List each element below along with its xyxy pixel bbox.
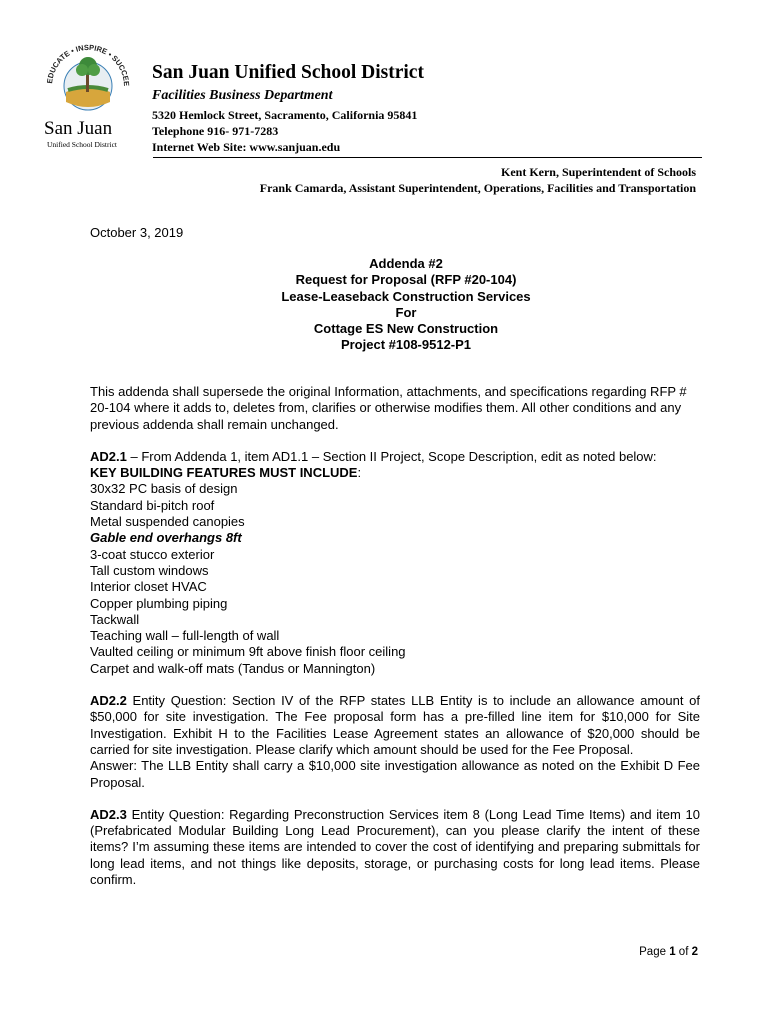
- list-item: Interior closet HVAC: [90, 579, 207, 595]
- list-item: Tackwall: [90, 611, 140, 627]
- title-line-3: Lease-Leaseback Construction Services: [281, 288, 531, 304]
- title-line-1: Addenda #2: [369, 256, 443, 271]
- superintendent-line: Kent Kern, Superintendent of Schools: [500, 165, 696, 179]
- title-line-6: Project #108-9512-P1: [340, 337, 472, 353]
- ad23-question: [90, 807, 700, 888]
- letter-date: October 3, 2019: [90, 225, 184, 240]
- page-of: of: [675, 946, 692, 958]
- district-seal-icon: [38, 42, 138, 122]
- ad22-question-text: Entity Question: Section IV of the RFP states LLB Entity is to include an allowance amount of $50,000 for site investigation. The Fee proposal form has a pre-filled line item for $10,000 for Site Investigation. Exhibit H to the Facilities Lease Agreement states an allowance of $20,000 should be carried for site investigation. Please clarify which amount should be used for the Fee Proposal.: [90, 693, 700, 757]
- list-item: Tall custom windows: [90, 562, 209, 578]
- address-line: 5320 Hemlock Street, Sacramento, California 95841: [152, 108, 418, 122]
- logo-name: San Juan: [44, 118, 113, 139]
- assistant-superintendent-line: Frank Camarda, Assistant Superintendent, Operations, Facilities and Transportation: [259, 181, 696, 195]
- title-line-5: Cottage ES New Construction: [313, 321, 499, 337]
- features-heading-colon: :: [357, 465, 362, 481]
- page-total: 2: [691, 946, 698, 958]
- page-number: [639, 946, 698, 958]
- list-item: Copper plumbing piping: [90, 595, 228, 611]
- list-item: Metal suspended canopies: [90, 514, 245, 530]
- logo-ring-text: EDUCATE • INSPIRE • SUCCEE: [45, 42, 132, 87]
- title-line-4: For: [395, 304, 417, 320]
- ad22-answer: Answer: The LLB Entity shall carry a $10,000 site investigation allowance as noted on the Exhibit D Fee Proposal.: [90, 758, 700, 790]
- header-divider: [153, 157, 702, 158]
- letterhead: [152, 62, 424, 155]
- officials-block: [260, 164, 696, 196]
- list-item: 3-coat stucco exterior: [90, 546, 215, 562]
- department-name: Facilities Business Department: [152, 88, 333, 103]
- list-item: 30x32 PC basis of design: [90, 481, 238, 497]
- features-list: [90, 481, 700, 677]
- district-name: San Juan Unified School District: [152, 62, 424, 83]
- page-current: 1: [669, 946, 676, 958]
- ad21-paragraph: [90, 449, 700, 465]
- title-line-2: Request for Proposal (RFP #20-104): [295, 272, 517, 288]
- list-item: Vaulted ceiling or minimum 9ft above finish floor ceiling: [90, 644, 406, 660]
- list-item: Gable end overhangs 8ft: [90, 530, 242, 546]
- ad23-label: AD2.3: [90, 806, 127, 822]
- telephone-line: Telephone 916- 971-7283: [152, 124, 279, 138]
- ad22-question: [90, 693, 700, 758]
- website-line: Internet Web Site: www.sanjuan.edu: [152, 140, 341, 154]
- features-heading: KEY BUILDING FEATURES MUST INCLUDE: [90, 465, 358, 481]
- list-item: Standard bi-pitch roof: [90, 497, 215, 513]
- intro-paragraph: This addenda shall supersede the original Information, attachments, and specifications regarding RFP # 20-104 where it adds to, deletes from, clarifies or otherwise modifies them. All other conditions and any previous addenda shall remain unchanged.: [90, 384, 687, 432]
- ad21-label: AD2.1: [90, 448, 127, 464]
- list-item: Carpet and walk-off mats (Tandus or Mannington): [90, 660, 376, 676]
- list-item: Teaching wall – full-length of wall: [90, 628, 280, 644]
- document-body: [90, 384, 700, 888]
- addenda-title: [90, 256, 722, 354]
- ad23-question-text: Entity Question: Regarding Preconstruction Services item 8 (Long Lead Time Items) and item 10 (Prefabricated Modular Building Long Lead Procurement), can you please clarify the intent of these items? I’m assuming these items are intended to cover the cost of identifying and preparing submittals for long lead items, and not things like deposits, storage, or purchasing costs for long lead items. Please confirm.: [90, 806, 700, 888]
- features-heading-line: [90, 465, 700, 481]
- ad21-text: – From Addenda 1, item AD1.1 – Section II Project, Scope Description, edit as noted below:: [126, 448, 657, 464]
- page-prefix: Page: [639, 946, 670, 958]
- logo-subtitle: Unified School District: [47, 140, 117, 149]
- ad22-label: AD2.2: [90, 693, 127, 709]
